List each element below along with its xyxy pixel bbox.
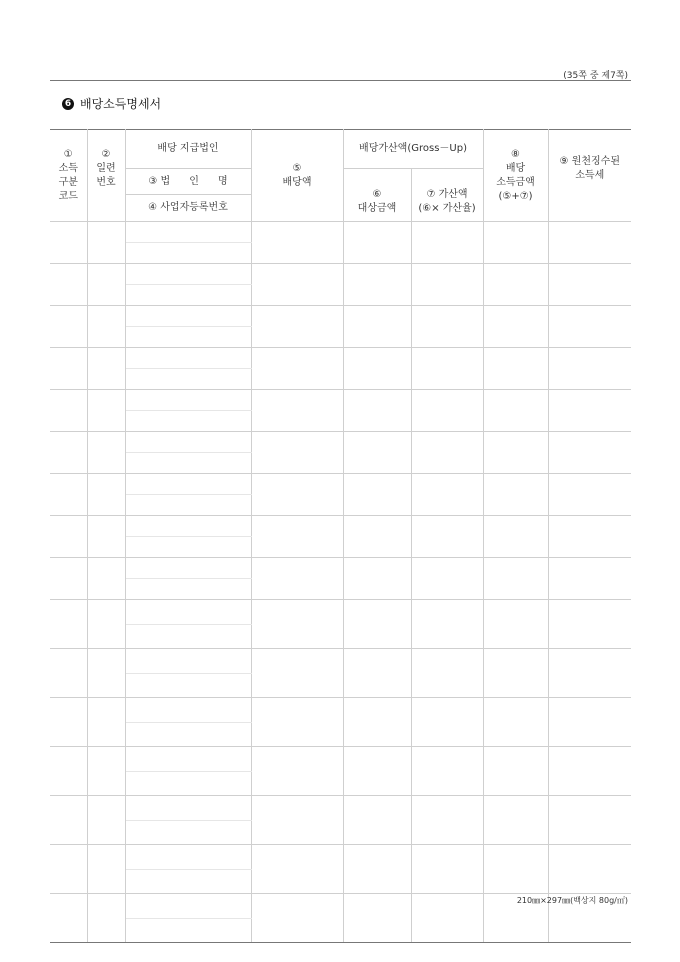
serial-number-cell[interactable] [87,516,125,558]
dividend-income-cell[interactable] [483,264,548,306]
withheld-tax-cell[interactable] [548,698,631,747]
target-amount-cell[interactable] [343,222,411,264]
corporation-name-cell[interactable] [125,222,251,243]
serial-number-cell[interactable] [87,845,125,894]
table-row [50,390,631,411]
serial-number-cell[interactable] [87,747,125,796]
withheld-tax-cell[interactable] [548,516,631,558]
income-code-cell[interactable] [50,306,87,348]
serial-number-cell[interactable] [87,264,125,306]
header-corporation-name: ③ 법 인 명 [125,169,251,195]
added-amount-cell[interactable] [411,222,483,264]
added-amount-cell[interactable] [411,264,483,306]
table-row [50,474,631,495]
corporation-name-cell[interactable] [125,306,251,327]
dividend-income-cell[interactable] [483,796,548,845]
serial-number-cell[interactable] [87,796,125,845]
withheld-tax-cell[interactable] [548,845,631,894]
table-row [50,348,631,369]
target-amount-cell[interactable] [343,845,411,894]
dividend-income-table [50,129,631,943]
income-code-cell[interactable] [50,796,87,845]
added-amount-cell[interactable] [411,698,483,747]
top-rule [50,80,631,81]
dividend-amount-cell[interactable] [251,894,343,943]
dividend-amount-cell[interactable] [251,698,343,747]
business-reg-number-cell[interactable] [125,579,251,600]
target-amount-cell[interactable] [343,558,411,600]
income-code-cell[interactable] [50,516,87,558]
page-number: (35쪽 중 제7쪽) [563,71,628,81]
dividend-amount-cell[interactable] [251,558,343,600]
target-amount-cell[interactable] [343,264,411,306]
corporation-name-cell[interactable] [125,649,251,674]
header-target-amount: ⑥ 대상금액 [343,169,411,222]
header-dividend-income: ⑧ 배당 소득금액 (⑤+⑦) [483,130,548,222]
corporation-name-cell[interactable] [125,348,251,369]
added-amount-cell[interactable] [411,474,483,516]
dividend-income-cell[interactable] [483,474,548,516]
dividend-amount-cell[interactable] [251,600,343,649]
business-reg-number-cell[interactable] [125,453,251,474]
dividend-amount-cell[interactable] [251,222,343,264]
target-amount-cell[interactable] [343,516,411,558]
header-business-reg-number: ④ 사업자등록번호 [125,195,251,222]
withheld-tax-cell[interactable] [548,390,631,432]
added-amount-cell[interactable] [411,306,483,348]
table-row [50,222,631,243]
target-amount-cell[interactable] [343,698,411,747]
business-reg-number-cell[interactable] [125,537,251,558]
business-reg-number-cell[interactable] [125,369,251,390]
income-code-cell[interactable] [50,348,87,390]
dividend-income-cell[interactable] [483,698,548,747]
corporation-name-cell[interactable] [125,264,251,285]
dividend-amount-cell[interactable] [251,432,343,474]
added-amount-cell[interactable] [411,845,483,894]
table-row [50,747,631,772]
added-amount-cell[interactable] [411,516,483,558]
table-row [50,432,631,453]
dividend-amount-cell[interactable] [251,747,343,796]
income-code-cell[interactable] [50,222,87,264]
dividend-amount-cell[interactable] [251,306,343,348]
section-number-badge: 6 [62,98,74,110]
income-code-cell[interactable] [50,747,87,796]
target-amount-cell[interactable] [343,796,411,845]
business-reg-number-cell[interactable] [125,624,251,649]
withheld-tax-cell[interactable] [548,747,631,796]
dividend-income-cell[interactable] [483,516,548,558]
business-reg-number-cell[interactable] [125,771,251,796]
corporation-name-cell[interactable] [125,698,251,723]
dividend-income-cell[interactable] [483,558,548,600]
section-title-text: 배당소득명세서 [80,97,162,111]
dividend-amount-cell[interactable] [251,474,343,516]
serial-number-cell[interactable] [87,306,125,348]
serial-number-cell[interactable] [87,600,125,649]
withheld-tax-cell[interactable] [548,348,631,390]
target-amount-cell[interactable] [343,348,411,390]
withheld-tax-cell[interactable] [548,222,631,264]
paper-spec: 210㎜×297㎜(백상지 80g/㎡) [516,896,628,905]
serial-number-cell[interactable] [87,432,125,474]
target-amount-cell[interactable] [343,747,411,796]
added-amount-cell[interactable] [411,649,483,698]
dividend-income-cell[interactable] [483,306,548,348]
business-reg-number-cell[interactable] [125,327,251,348]
income-code-cell[interactable] [50,264,87,306]
business-reg-number-cell[interactable] [125,411,251,432]
added-amount-cell[interactable] [411,390,483,432]
corporation-name-cell[interactable] [125,796,251,821]
corporation-name-cell[interactable] [125,558,251,579]
table-row [50,600,631,625]
corporation-name-cell[interactable] [125,474,251,495]
corporation-name-cell[interactable] [125,432,251,453]
dividend-amount-cell[interactable] [251,264,343,306]
business-reg-number-cell[interactable] [125,722,251,747]
table-row [50,796,631,821]
dividend-income-cell[interactable] [483,747,548,796]
withheld-tax-cell[interactable] [548,432,631,474]
table-row [50,264,631,285]
target-amount-cell[interactable] [343,390,411,432]
serial-number-cell[interactable] [87,558,125,600]
income-code-cell[interactable] [50,432,87,474]
dividend-income-cell[interactable] [483,390,548,432]
corporation-name-cell[interactable] [125,600,251,625]
income-code-cell[interactable] [50,558,87,600]
target-amount-cell[interactable] [343,432,411,474]
income-code-cell[interactable] [50,845,87,894]
income-code-cell[interactable] [50,390,87,432]
business-reg-number-cell[interactable] [125,918,251,943]
dividend-income-cell[interactable] [483,600,548,649]
withheld-tax-cell[interactable] [548,264,631,306]
dividend-income-cell[interactable] [483,649,548,698]
added-amount-cell[interactable] [411,558,483,600]
table-row [50,845,631,870]
income-code-cell[interactable] [50,649,87,698]
target-amount-cell[interactable] [343,306,411,348]
income-code-cell[interactable] [50,894,87,943]
header-withheld-tax: ⑨ 원천징수된 소득세 [548,130,631,222]
dividend-amount-cell[interactable] [251,348,343,390]
corporation-name-cell[interactable] [125,747,251,772]
header-income-code: ① 소득 구분 코드 [50,130,87,222]
dividend-income-cell[interactable] [483,432,548,474]
income-code-cell[interactable] [50,600,87,649]
header-payer-group: 배당 지급법인 [125,130,251,169]
added-amount-cell[interactable] [411,796,483,845]
added-amount-cell[interactable] [411,600,483,649]
dividend-amount-cell[interactable] [251,845,343,894]
target-amount-cell[interactable] [343,600,411,649]
withheld-tax-cell[interactable] [548,796,631,845]
business-reg-number-cell[interactable] [125,869,251,894]
business-reg-number-cell[interactable] [125,673,251,698]
income-code-cell[interactable] [50,474,87,516]
serial-number-cell[interactable] [87,698,125,747]
header-serial-number: ② 일련 번호 [87,130,125,222]
business-reg-number-cell[interactable] [125,243,251,264]
corporation-name-cell[interactable] [125,390,251,411]
added-amount-cell[interactable] [411,747,483,796]
withheld-tax-cell[interactable] [548,306,631,348]
withheld-tax-cell[interactable] [548,649,631,698]
income-code-cell[interactable] [50,698,87,747]
withheld-tax-cell[interactable] [548,600,631,649]
added-amount-cell[interactable] [411,432,483,474]
serial-number-cell[interactable] [87,474,125,516]
corporation-name-cell[interactable] [125,894,251,919]
business-reg-number-cell[interactable] [125,285,251,306]
business-reg-number-cell[interactable] [125,820,251,845]
header-grossup-group: 배당가산액(Gross－Up) [343,130,483,169]
withheld-tax-cell[interactable] [548,474,631,516]
header-added-amount: ⑦ 가산액 (⑥× 가산율) [411,169,483,222]
dividend-income-cell[interactable] [483,348,548,390]
serial-number-cell[interactable] [87,348,125,390]
dividend-amount-cell[interactable] [251,390,343,432]
dividend-amount-cell[interactable] [251,516,343,558]
added-amount-cell[interactable] [411,348,483,390]
header-dividend-amount: ⑤ 배당액 [251,130,343,222]
table-row [50,698,631,723]
section-title [62,95,161,112]
target-amount-cell[interactable] [343,649,411,698]
corporation-name-cell[interactable] [125,516,251,537]
business-reg-number-cell[interactable] [125,495,251,516]
dividend-income-cell[interactable] [483,222,548,264]
withheld-tax-cell[interactable] [548,558,631,600]
added-amount-cell[interactable] [411,894,483,943]
table-row [50,306,631,327]
target-amount-cell[interactable] [343,894,411,943]
serial-number-cell[interactable] [87,390,125,432]
table-row [50,516,631,537]
dividend-income-cell[interactable] [483,845,548,894]
serial-number-cell[interactable] [87,222,125,264]
table-row [50,649,631,674]
serial-number-cell[interactable] [87,649,125,698]
table-row [50,558,631,579]
dividend-amount-cell[interactable] [251,796,343,845]
corporation-name-cell[interactable] [125,845,251,870]
serial-number-cell[interactable] [87,894,125,943]
target-amount-cell[interactable] [343,474,411,516]
dividend-amount-cell[interactable] [251,649,343,698]
